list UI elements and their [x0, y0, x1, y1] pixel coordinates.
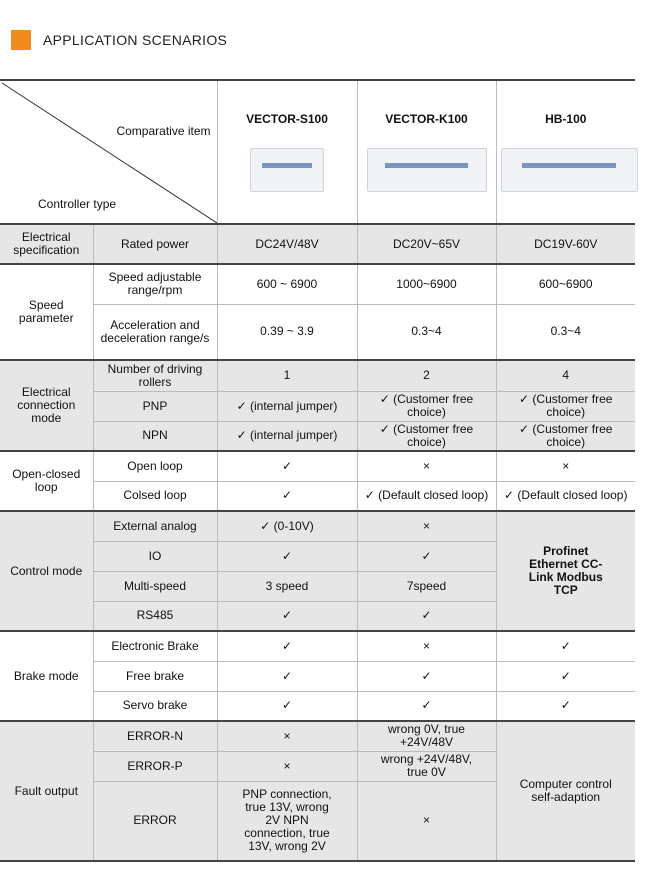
- section-header: [11, 30, 227, 50]
- item-label: External analog: [93, 511, 217, 541]
- cell: ✓: [357, 691, 496, 721]
- product-image: [501, 148, 638, 192]
- cell: 3 speed: [217, 571, 357, 601]
- item-label: Colsed loop: [93, 481, 217, 511]
- item-label: Open loop: [93, 451, 217, 481]
- cell: 2: [357, 360, 496, 391]
- cell: ×: [357, 511, 496, 541]
- cell: ✓: [217, 481, 357, 511]
- section-title: APPLICATION SCENARIOS: [43, 32, 228, 48]
- cell: ✓: [357, 601, 496, 631]
- cell: Profinet Ethernet CC-Link Modbus TCP: [496, 511, 635, 631]
- table-row: [0, 721, 635, 751]
- cell: ✓: [496, 691, 635, 721]
- cell: 1000~6900: [357, 264, 496, 304]
- cell: ✓ (Customer free choice): [496, 391, 635, 421]
- orange-square-icon: [11, 30, 31, 50]
- cell: ×: [217, 721, 357, 751]
- item-label: ERROR-N: [93, 721, 217, 751]
- cell: ✓: [217, 601, 357, 631]
- product-hb-100: HB-100: [496, 80, 635, 224]
- diagonal-header-cell: [0, 80, 217, 224]
- group-label: Electrical specification: [0, 224, 93, 264]
- cell: DC20V~65V: [357, 224, 496, 264]
- cell: ×: [496, 451, 635, 481]
- item-label: Servo brake: [93, 691, 217, 721]
- cell: ✓: [217, 691, 357, 721]
- cell: PNP connection, true 13V, wrong 2V NPN connection, true 13V, wrong 2V: [217, 781, 357, 861]
- cell: ✓: [496, 631, 635, 661]
- item-label: Number of driving rollers: [93, 360, 217, 391]
- table-row: [0, 481, 635, 511]
- controller-type-label: Controller type: [38, 197, 117, 211]
- item-label: RS485: [93, 601, 217, 631]
- table-row: [0, 360, 635, 391]
- item-label: Rated power: [93, 224, 217, 264]
- table-row: [0, 451, 635, 481]
- cell: ✓ (Customer free choice): [496, 421, 635, 451]
- item-label: Acceleration and deceleration range/s: [93, 304, 217, 360]
- group-label: Brake mode: [0, 631, 93, 721]
- cell: ✓: [357, 541, 496, 571]
- item-label: Speed adjustable range/rpm: [93, 264, 217, 304]
- cell: ✓: [217, 661, 357, 691]
- cell: 600~6900: [496, 264, 635, 304]
- cell: ×: [217, 751, 357, 781]
- cell: 0.3~4: [357, 304, 496, 360]
- product-image: [367, 148, 487, 192]
- cell: ✓: [217, 451, 357, 481]
- table-row: [0, 631, 635, 661]
- product-image: [250, 148, 324, 192]
- comparison-table: [0, 79, 635, 862]
- item-label: Electronic Brake: [93, 631, 217, 661]
- cell: DC24V/48V: [217, 224, 357, 264]
- table-row: [0, 661, 635, 691]
- item-label: Multi-speed: [93, 571, 217, 601]
- cell: 1: [217, 360, 357, 391]
- product-vector-k100: VECTOR-K100: [357, 80, 496, 224]
- group-label: Fault output: [0, 721, 93, 861]
- cell: wrong +24V/48V, true 0V: [357, 751, 496, 781]
- cell: wrong 0V, true +24V/48V: [357, 721, 496, 751]
- cell: ✓: [496, 661, 635, 691]
- item-label: IO: [93, 541, 217, 571]
- group-label: Open-closed loop: [0, 451, 93, 511]
- item-label: ERROR: [93, 781, 217, 861]
- table-row: [0, 511, 635, 541]
- table-row: [0, 421, 635, 451]
- item-label: ERROR-P: [93, 751, 217, 781]
- cell: ✓ (internal jumper): [217, 421, 357, 451]
- cell: ✓: [217, 541, 357, 571]
- table-row: [0, 304, 635, 360]
- table-row: [0, 691, 635, 721]
- cell: 600 ~ 6900: [217, 264, 357, 304]
- item-label: NPN: [93, 421, 217, 451]
- cell: Computer control self-adaption: [496, 721, 635, 861]
- item-label: Free brake: [93, 661, 217, 691]
- cell: 7speed: [357, 571, 496, 601]
- cell: ×: [357, 631, 496, 661]
- item-label: PNP: [93, 391, 217, 421]
- group-label: Electrical connection mode: [0, 360, 93, 451]
- cell: ✓ (Default closed loop): [357, 481, 496, 511]
- group-label: Speed parameter: [0, 264, 93, 360]
- cell: DC19V-60V: [496, 224, 635, 264]
- cell: 0.3~4: [496, 304, 635, 360]
- product-vector-s100: VECTOR-S100: [217, 80, 357, 224]
- cell: ×: [357, 781, 496, 861]
- cell: ✓: [217, 631, 357, 661]
- comparative-item-label: Comparative item: [116, 124, 211, 138]
- cell: ✓ (Customer free choice): [357, 421, 496, 451]
- table-row: [0, 391, 635, 421]
- cell: ✓ (internal jumper): [217, 391, 357, 421]
- table-row: [0, 224, 635, 264]
- cell: ×: [357, 451, 496, 481]
- cell: ✓ (Customer free choice): [357, 391, 496, 421]
- cell: ✓ (0-10V): [217, 511, 357, 541]
- cell: 0.39 ~ 3.9: [217, 304, 357, 360]
- group-label: Control mode: [0, 511, 93, 631]
- cell: ✓: [357, 661, 496, 691]
- cell: 4: [496, 360, 635, 391]
- table-row: [0, 264, 635, 304]
- cell: ✓ (Default closed loop): [496, 481, 635, 511]
